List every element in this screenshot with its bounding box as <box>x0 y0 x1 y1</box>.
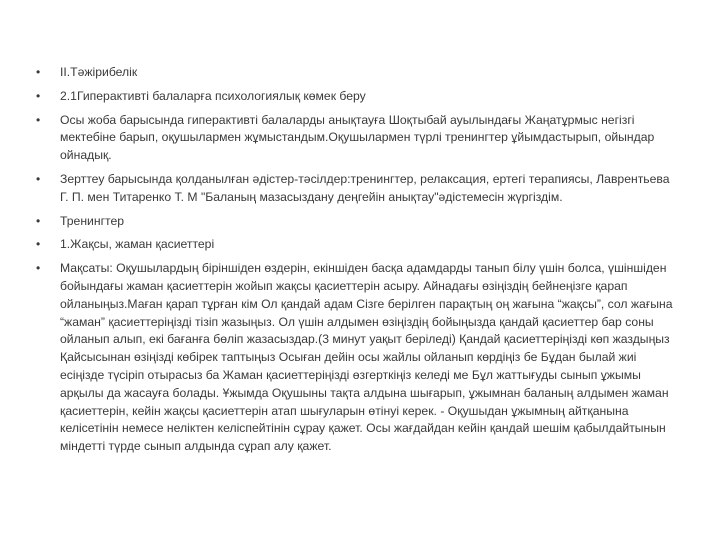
list-item-section-title <box>36 64 676 82</box>
list-item-text: Осы жоба барысында гиперактивті балаларды анықтауға Шоқтыбай ауылындағы Жаңатұрмыс негізгі мектебіне барып, оқушылармен жұмыстандым.Оқушылармен түрлі тренингтер ұйымдастырып, ойындар ойнадық. <box>60 112 655 163</box>
list-item-subsection-title <box>36 88 676 106</box>
bullet-list <box>36 64 676 462</box>
list-item-trainings <box>36 213 676 231</box>
bullet-icon: • <box>36 213 41 228</box>
list-item-text: II.Тәжірибелік <box>60 65 138 79</box>
list-item-text: 2.1Гиперактивті балаларға психологиялық көмек беру <box>60 88 366 103</box>
list-item-methods <box>36 171 676 207</box>
bullet-icon: • <box>36 171 41 186</box>
list-item-training-title <box>36 236 676 254</box>
list-item-text: Тренингтер <box>60 213 125 228</box>
list-item-text: Мақсаты: Оқушылардың біріншіден өздерін, екіншіден басқа адамдарды танып білу үшін болса, үшіншіден бойындағы жаман қасиеттерін жойып жақсы қасиеттерін асыру. Айнадағы өзіңіздің бейнеңізге қарап ойланыңыз.Маған қарап тұрған кім Ол қандай адам Сізге берілген парақтың оң жағына “жақсы”, сол жағына “жаман” қасиеттеріңізді тізіп жазыңыз. Ол үшін алдымен өзіңіздің бойыңызда қандай қасиеттер бар соны ойланып алып, екі бағанға бөліп жазасыздар.(3 минут уақыт беріледі) Қандай қасиеттеріңізді көп жаздыңыз Қайсысынан өзіңізді көбірек таптыңыз Осыған дейін осы жайлы ойланып көрдіңіз бе Бұдан былай жиі есіңізде түсіріп отырасыз ба Жаман қасиеттеріңізді өзгерткіңіз келеді ме Бұл жаттығуды сынып ұжымы арқылы да жасауға болады. Ұжымда Оқушыны тақта алдына шығарып, ұжымнан баланың алдымен жаман қасиеттерін, кейін жақсы қасиеттерін атап шығуларын өтінуі керек. - Оқушыдан ұжымның айтқанына келісетінін немесе неліктен келіспейтінін сұрау қажет. Осы жағдайдан кейін қандай шешім қабылдайтынын міндетті түрде сынып алдында сұрап алу қажет. <box>60 261 673 454</box>
list-item-project-description <box>36 112 676 165</box>
list-item-text: Зерттеу барысында қолданылған әдістер-тәсілдер:тренингтер, релаксация, ертегі терапиясы, Лаврентьева Г. П. мен Титаренко Т. М "Баланың мазасыздану деңгейін анықтау"әдістемесін жүргіздім. <box>60 171 670 204</box>
bullet-icon: • <box>36 65 41 79</box>
bullet-icon: • <box>36 112 41 127</box>
bullet-icon: • <box>36 261 41 276</box>
bullet-icon: • <box>36 88 41 103</box>
list-item-goal <box>36 260 676 456</box>
list-item-text: 1.Жақсы, жаман қасиеттері <box>60 237 215 252</box>
bullet-icon: • <box>36 237 41 252</box>
